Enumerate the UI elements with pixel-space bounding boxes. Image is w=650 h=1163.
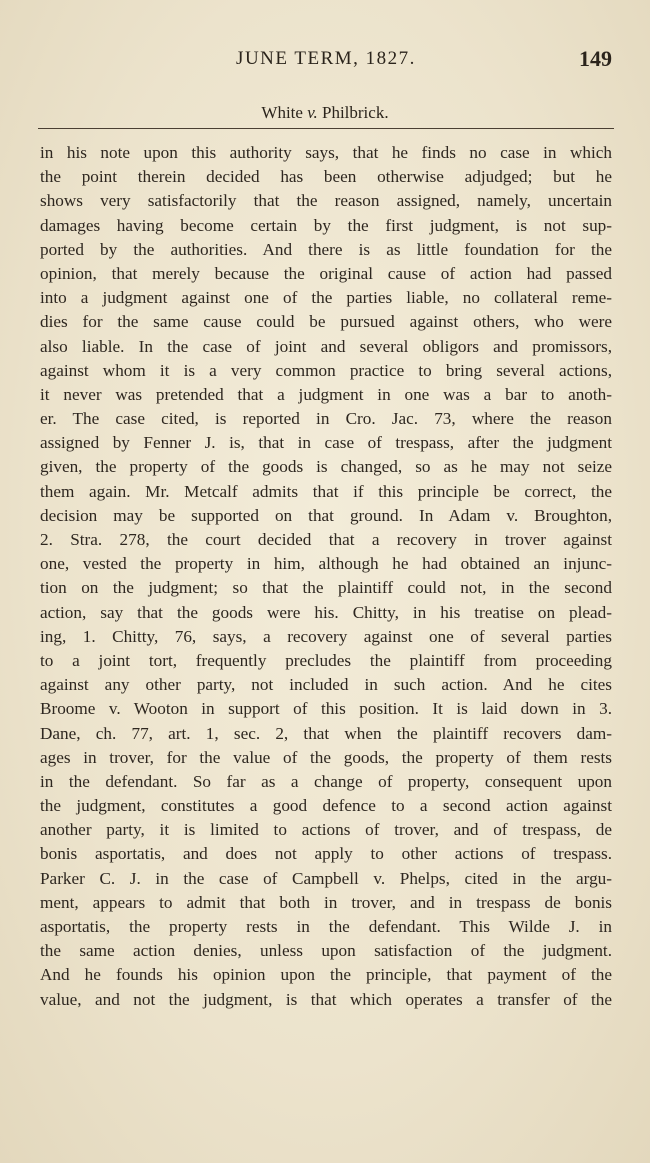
text-line: it never was pretended that a judgment in one was a bar to anoth- — [40, 384, 612, 404]
text-line: shows very satisfactorily that the reason assigned, namely, uncertain — [40, 191, 612, 211]
text-line: the point therein decided has been otherwise adjudged; but he — [40, 167, 612, 187]
text-line: ment, appears to admit that both in trover, and in trespass de bonis — [40, 892, 612, 912]
text-line: the judgment, constitutes a good defence to a second action against — [40, 796, 612, 816]
text-line: in the defendant. So far as a change of property, consequent upon — [40, 771, 612, 791]
text-line: one, vested the property in him, although he had obtained an injunc- — [40, 554, 612, 574]
text-line: Dane, ch. 77, art. 1, sec. 2, that when the plaintiff recovers dam- — [40, 723, 612, 743]
text-line: to a joint tort, frequently precludes the plaintiff from proceeding — [40, 650, 612, 670]
text-line: 2. Stra. 278, the court decided that a recovery in trover against — [40, 530, 612, 549]
case-plaintiff: White — [261, 103, 303, 122]
text-line: ages in trover, for the value of the goods, the property of them rests — [40, 747, 612, 767]
case-defendant: Philbrick. — [322, 103, 389, 122]
text-line: Parker C. J. in the case of Campbell v. Phelps, cited in the argu- — [40, 868, 612, 888]
text-line: in his note upon this authority says, that he finds no case in which — [40, 143, 612, 162]
text-line: against whom it is a very common practice to bring several actions, — [40, 360, 612, 380]
text-line: them again. Mr. Metcalf admits that if this principle be correct, the — [40, 481, 612, 501]
text-line: er. The case cited, is reported in Cro. Jac. 73, where the reason — [40, 409, 612, 429]
text-line: tion on the judgment; so that the plaintiff could not, in the second — [40, 578, 612, 598]
text-line: into a judgment against one of the parties liable, no collateral reme- — [40, 288, 612, 308]
text-line: action, say that the goods were his. Chitty, in his treatise on plead- — [40, 602, 612, 622]
text-line: also liable. In the case of joint and several obligors and promissors, — [40, 336, 612, 356]
text-line: against any other party, not included in such action. And he cites — [40, 675, 612, 695]
header-rule — [38, 128, 614, 129]
text-line: opinion, that merely because the original cause of action had passed — [40, 263, 612, 283]
body-text — [40, 141, 612, 1012]
text-line: And he founds his opinion upon the principle, that payment of the — [40, 965, 612, 985]
text-line: value, and not the judgment, is that which operates a transfer of the — [40, 989, 612, 1009]
text-line: Broome v. Wooton in support of this position. It is laid down in 3. — [40, 699, 612, 719]
text-line: another party, it is limited to actions of trover, and of trespass, de — [40, 820, 612, 840]
text-line: ing, 1. Chitty, 76, says, a recovery against one of several parties — [40, 626, 612, 646]
text-line: given, the property of the goods is changed, so as he may not seize — [40, 457, 612, 477]
running-title: JUNE TERM, 1827. — [236, 48, 416, 69]
case-title — [0, 103, 650, 123]
text-line: damages having become certain by the first judgment, is not sup- — [40, 215, 612, 235]
text-line: the same action denies, unless upon satisfaction of the judgment. — [40, 941, 612, 961]
running-head — [40, 44, 612, 74]
text-line: ported by the authorities. And there is as little foundation for the — [40, 239, 612, 259]
text-line: assigned by Fenner J. is, that in case of trespass, after the judgment — [40, 433, 612, 453]
text-line: asportatis, the property rests in the defendant. This Wilde J. in — [40, 917, 612, 936]
case-versus: v. — [307, 103, 318, 122]
text-line: decision may be supported on that ground. In Adam v. Broughton, — [40, 505, 612, 525]
text-line: bonis asportatis, and does not apply to other actions of trespass. — [40, 844, 612, 864]
page-number: 149 — [579, 46, 612, 71]
text-line: dies for the same cause could be pursued against others, who were — [40, 312, 612, 332]
